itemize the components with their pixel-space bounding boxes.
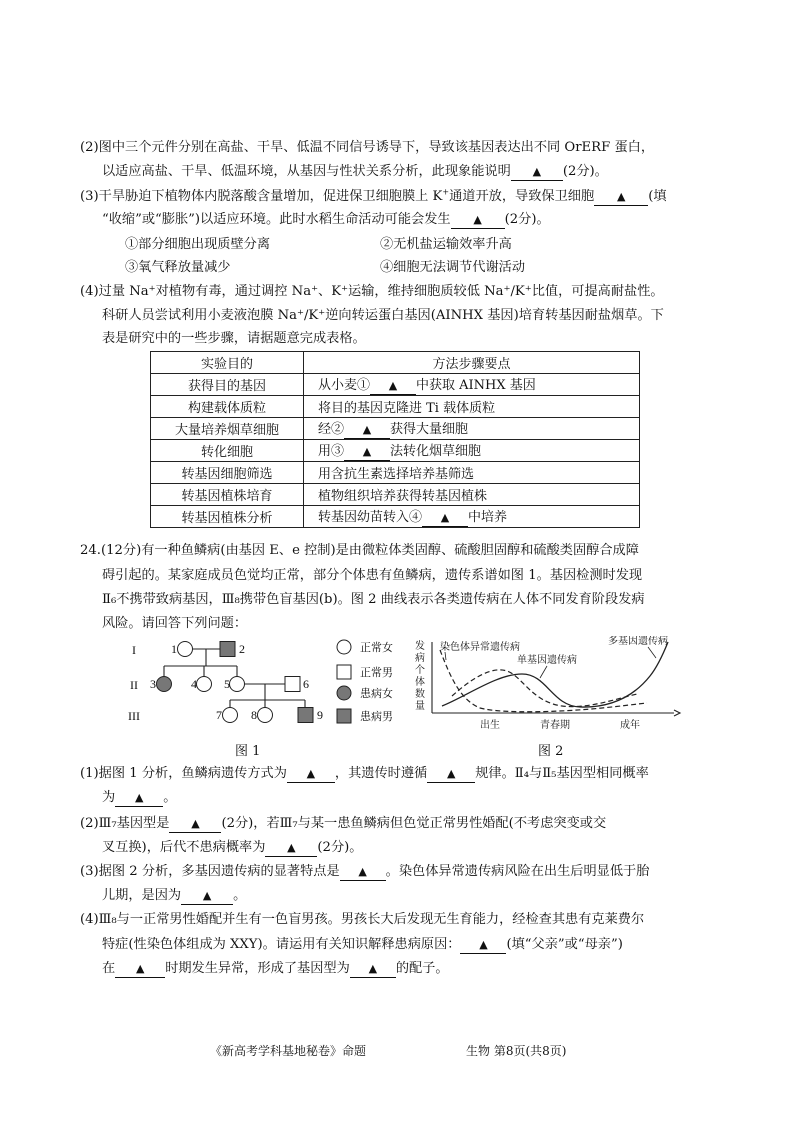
answer-blank[interactable]: ▲	[460, 937, 506, 954]
curve-label-monogenic: 单基因遗传病	[517, 655, 577, 666]
answer-blank[interactable]: ▲	[169, 816, 221, 833]
normal-female-symbol	[197, 677, 212, 692]
normal-female-symbol	[223, 708, 238, 723]
x-tick-label: 出生	[480, 720, 500, 731]
q4-line1: (4)过量 Na⁺对植物有毒，通过调控 Na⁺、K⁺运输，维持细胞质较低 Na⁺/K⁺比值，可提高耐盐性。	[80, 284, 664, 299]
individual-number: 8	[251, 708, 257, 722]
a4-line1: (4)Ⅲ₈与一正常男性婚配并生有一色盲男孩。男孩长大后发现无生育能力，经检查其患有克莱费尔	[80, 912, 645, 927]
q3-line1: (3)干旱胁迫下植物体内脱落酸含量增加，促进保卫细胞膜上 K+通道开放，导致保卫细胞 ▲ (填	[80, 187, 667, 204]
y-axis-label-char: 病	[415, 653, 425, 664]
a1-line1: (1)据图 1 分析，鱼鳞病遗传方式为 ▲ ，其遗传时遵循 ▲ 规律。Ⅱ₄与Ⅱ₅基因型相同概率	[80, 766, 649, 781]
table-cell-aim: 获得目的基因	[151, 374, 304, 396]
table-row	[151, 418, 640, 440]
q24-line2: 碍引起的。某家庭成员色觉均正常，部分个体患有鱼鳞病，遗传系谱如图 1。基因检测时发现	[102, 568, 643, 583]
answer-blank[interactable]: ▲	[115, 790, 163, 807]
generation-label: II	[130, 678, 138, 692]
answer-blank[interactable]: ▲	[511, 164, 563, 181]
answer-blank[interactable]: ▲	[115, 961, 165, 978]
legend-label: 正常女	[360, 641, 393, 654]
table-cell-aim: 转基因植株培育	[151, 484, 304, 506]
pedigree-figure	[120, 636, 420, 736]
q3-line2: “收缩”或“膨胀”)以适应环境。此时水稻生命活动可能会发生 ▲ (2分)。	[102, 212, 550, 227]
label-leader-line	[445, 652, 446, 660]
answer-blank[interactable]: ▲	[370, 378, 416, 395]
table-row	[151, 440, 640, 462]
legend-label: 正常男	[360, 666, 393, 679]
curve-label-chromosomal: 染色体异常遗传病	[440, 642, 520, 653]
x-tick-label: 成年	[620, 720, 640, 731]
table-header: 实验目的	[151, 352, 304, 374]
q2-line1: (2)图中三个元件分别在高盐、干旱、低温不同信号诱导下，导致该基因表达出不同 OrERF 蛋白，	[80, 140, 655, 155]
answer-blank[interactable]: ▲	[350, 961, 396, 978]
legend-normal-male-symbol	[337, 665, 351, 679]
y-axis-label-char: 量	[415, 701, 425, 712]
q2-line2: 以适应高盐、干旱、低温环境，从基因与性状关系分析，此现象能说明 ▲ (2分)。	[102, 164, 608, 179]
q24-line4: 风险。请回答下列问题：	[102, 616, 248, 631]
a1-line2: 为 ▲ 。	[102, 790, 177, 805]
generation-label: I	[132, 643, 136, 657]
q4-line3: 表是研究中的一些步骤，请据题意完成表格。	[102, 331, 366, 346]
affected-female-symbol	[157, 677, 172, 692]
table-cell-method: 用含抗生素选择培养基筛选	[304, 462, 640, 484]
table-row	[151, 462, 640, 484]
individual-number: 9	[317, 708, 323, 722]
table-cell-aim: 大量培养烟草细胞	[151, 418, 304, 440]
a4-line2: 特症(性染色体组成为 XXY)。请运用有关知识解释患病原因： ▲ (填“父亲”或“母亲”)	[102, 937, 623, 952]
answer-blank[interactable]: ▲	[422, 510, 468, 527]
table-row	[151, 374, 640, 396]
table-header-row	[151, 352, 640, 374]
individual-number: 1	[171, 642, 177, 656]
a2-line2: 叉互换)，后代不患病概率为 ▲ (2分)。	[102, 840, 363, 855]
a2-line1: (2)Ⅲ₇基因型是 ▲ (2分)，若Ⅲ₇与某一患鱼鳞病但色觉正常男性婚配(不考虑突变或交	[80, 816, 607, 831]
individual-number: 2	[239, 642, 245, 656]
x-axis-arrow	[674, 710, 680, 716]
option-2: ②无机盐运输效率升高	[380, 237, 512, 252]
normal-female-symbol	[230, 677, 245, 692]
table-cell-method: 将目的基因克隆进 Ti 载体质粒	[304, 396, 640, 418]
a4-line3: 在 ▲ 时期发生异常，形成了基因型为 ▲ 的配子。	[102, 961, 449, 976]
answer-blank[interactable]: ▲	[265, 840, 317, 857]
q4-line2: 科研人员尝试利用小麦液泡膜 Na⁺/K⁺逆向转运蛋白基因(AINHX 基因)培育转基因耐盐烟草。下	[102, 308, 664, 323]
a3-line2: 儿期，是因为 ▲ 。	[102, 888, 247, 903]
table-cell-method: 用③ ▲ 法转化烟草细胞	[304, 440, 640, 462]
answer-blank[interactable]: ▲	[181, 888, 233, 905]
answer-blank[interactable]: ▲	[451, 212, 505, 229]
table-cell-aim: 转化细胞	[151, 440, 304, 462]
legend-label: 患病女	[360, 687, 393, 700]
table-row	[151, 484, 640, 506]
table-cell-method: 转基因幼苗转入④ ▲ 中培养	[304, 506, 640, 528]
individual-number: 7	[216, 708, 222, 722]
option-4: ④细胞无法调节代谢活动	[380, 260, 526, 275]
q24-line3: Ⅱ₆不携带致病基因，Ⅲ₈携带色盲基因(b)。图 2 曲线表示各类遗传病在人体不同发育阶段发病	[102, 592, 645, 607]
affected-male-symbol	[220, 642, 235, 657]
normal-female-symbol	[258, 708, 273, 723]
footer-source: 《新高考学科基地秘卷》命题	[210, 1044, 367, 1058]
table-cell-method: 从小麦① ▲ 中获取 AINHX 基因	[304, 374, 640, 396]
normal-female-symbol	[178, 642, 193, 657]
table-row	[151, 396, 640, 418]
answer-blank[interactable]: ▲	[427, 766, 475, 783]
footer-page-number: 生物 第8页(共8页)	[466, 1044, 567, 1058]
table-cell-aim: 转基因植株分析	[151, 506, 304, 528]
answer-blank[interactable]: ▲	[594, 189, 648, 206]
individual-number: 5	[224, 677, 230, 691]
steps-table	[150, 351, 640, 528]
q24-line1: 24.(12分)有一种鱼鳞病(由基因 E、e 控制)是由微粒体类固醇、硫酸胆固醇和硫酸类固醇合成障	[80, 543, 639, 558]
normal-male-symbol	[285, 677, 300, 692]
label-leader-line	[648, 647, 656, 658]
legend-normal-female-symbol	[337, 640, 351, 654]
a3-line1: (3)据图 2 分析，多基因遗传病的显著特点是 ▲ 。染色体异常遗传病风险在出生后明显低于胎	[80, 864, 650, 879]
legend-label: 患病男	[360, 710, 393, 723]
individual-number: 6	[303, 677, 309, 691]
x-tick-label: 青春期	[540, 720, 570, 731]
answer-blank[interactable]: ▲	[340, 864, 386, 881]
individual-number: 4	[191, 677, 197, 691]
table-row	[151, 506, 640, 528]
answer-blank[interactable]: ▲	[344, 422, 390, 439]
table-header: 方法步骤要点	[304, 352, 640, 374]
y-axis-label-char: 发	[415, 641, 425, 652]
table-cell-aim: 转基因细胞筛选	[151, 462, 304, 484]
label-leader-line	[540, 666, 547, 678]
monogenic-disease-curve	[452, 670, 637, 707]
table-cell-aim: 构建载体质粒	[151, 396, 304, 418]
figure1-caption: 图 1	[235, 744, 261, 759]
y-axis-label-char: 体	[415, 677, 425, 688]
risk-curve-figure	[412, 636, 692, 736]
figure2-caption: 图 2	[538, 744, 564, 759]
generation-label: III	[128, 709, 140, 723]
option-3: ③氧气释放量减少	[125, 260, 231, 275]
table-cell-method: 植物组织培养获得转基因植株	[304, 484, 640, 506]
y-axis-label-char: 数	[415, 689, 425, 700]
individual-number: 3	[150, 677, 156, 691]
affected-male-symbol	[298, 708, 313, 723]
y-axis-label-char: 个	[415, 665, 425, 676]
answer-blank[interactable]: ▲	[287, 766, 335, 783]
legend-affected-female-symbol	[337, 686, 351, 700]
answer-blank[interactable]: ▲	[344, 444, 390, 461]
table-cell-method: 经② ▲ 获得大量细胞	[304, 418, 640, 440]
legend-affected-male-symbol	[337, 709, 351, 723]
curve-label-polygenic: 多基因遗传病	[608, 636, 668, 647]
option-1: ①部分细胞出现质壁分离	[125, 237, 271, 252]
